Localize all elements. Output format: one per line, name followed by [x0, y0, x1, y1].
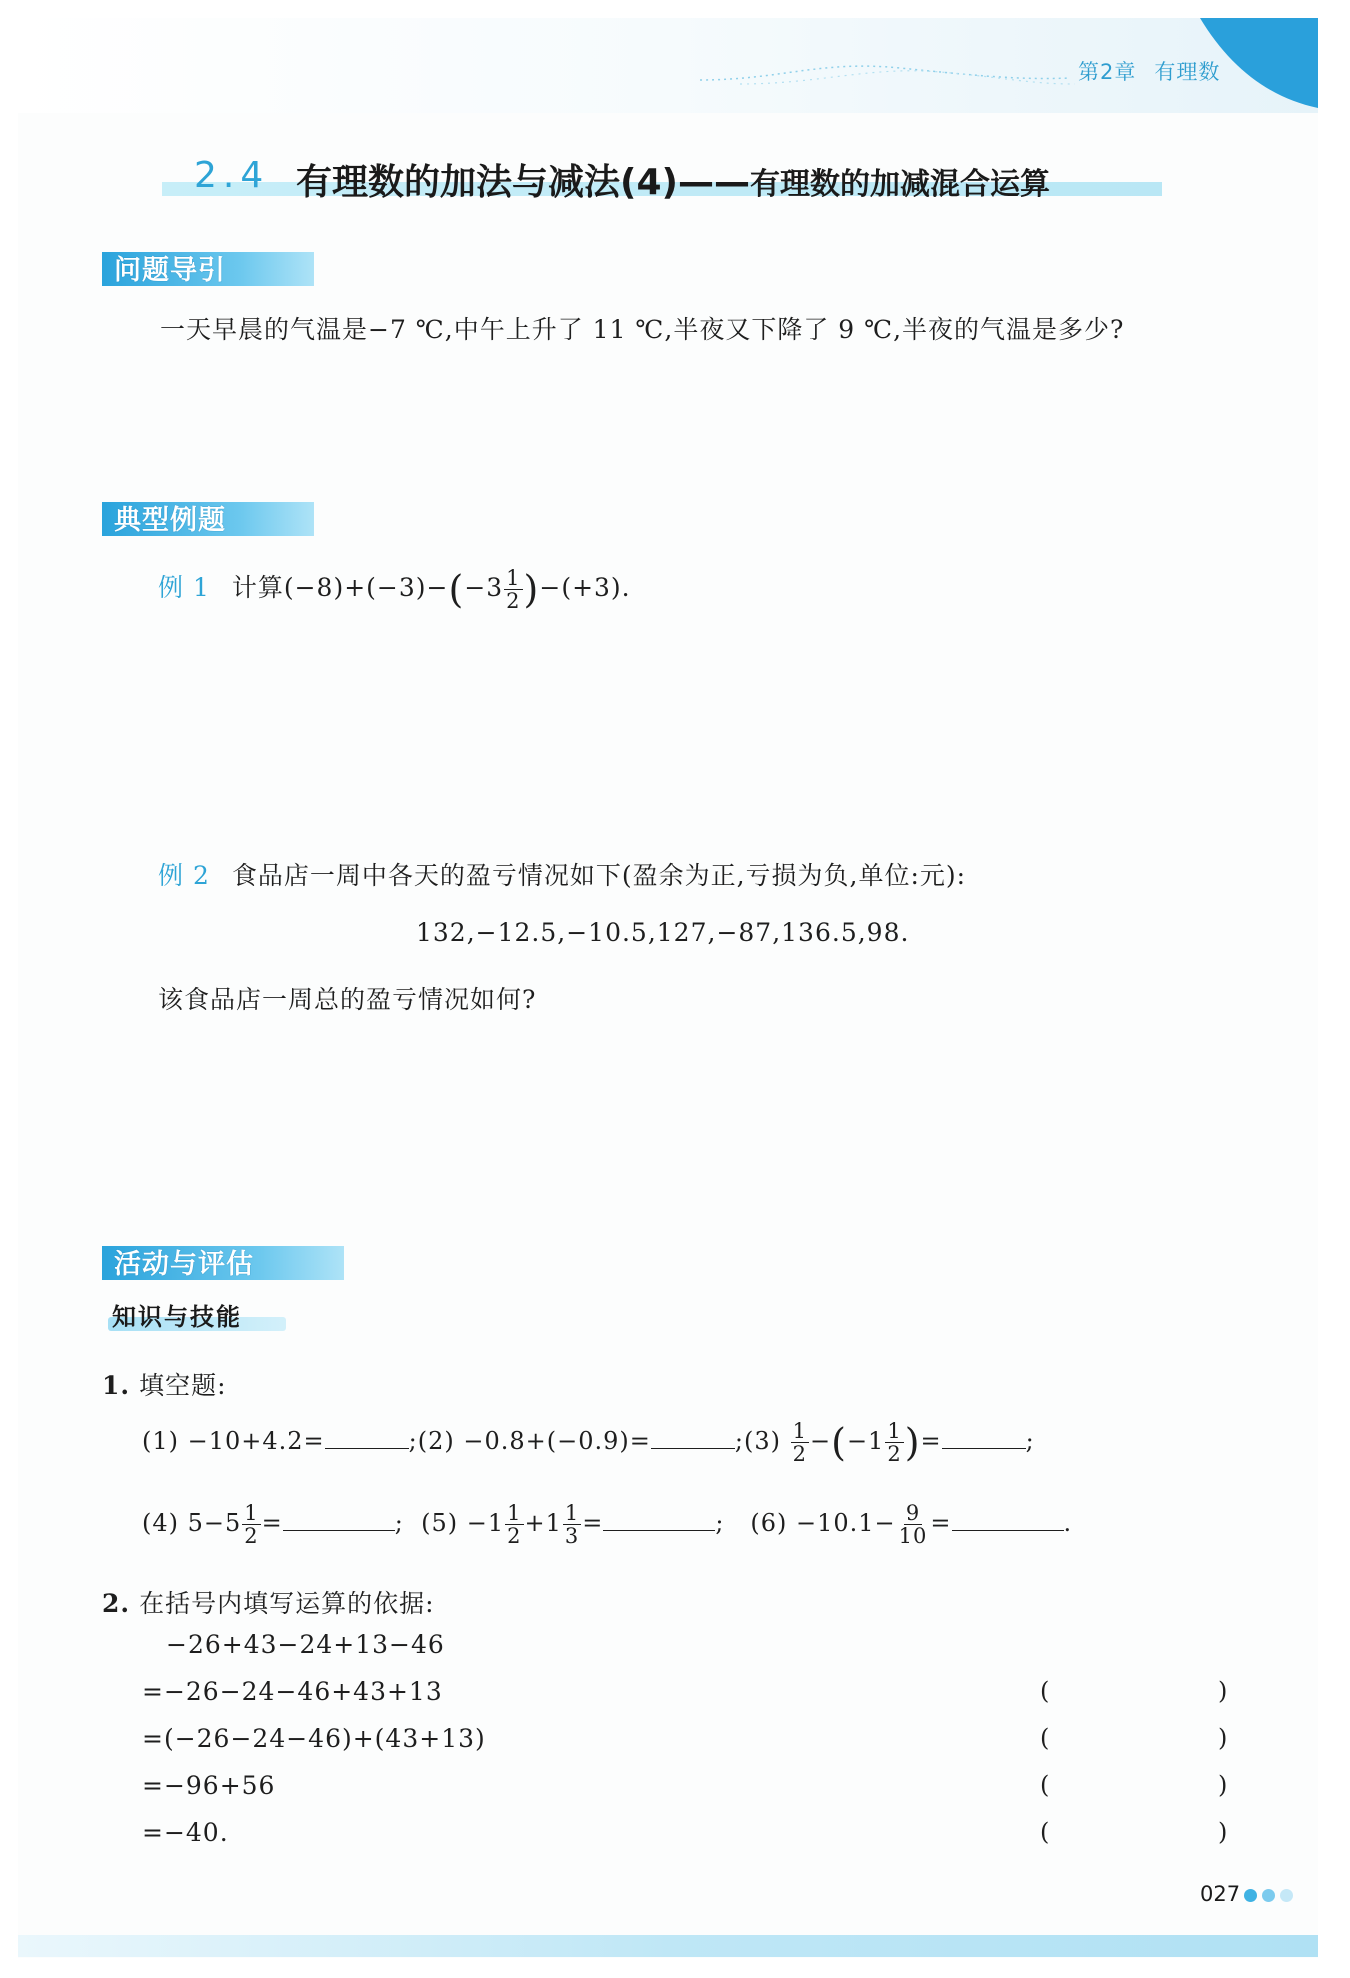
question-1-row-2 [142, 1502, 1072, 1547]
section-tag-examples [102, 496, 314, 540]
section-title [296, 154, 1050, 205]
tag-label: 典型例题 [114, 505, 226, 536]
answer-blank-3 [942, 1426, 1026, 1449]
question-1-heading [102, 1366, 227, 1402]
example-1-rparen: ) [523, 567, 540, 612]
q1-part-4-eq: = [261, 1509, 283, 1538]
fraction-numerator: 9 [905, 1501, 921, 1525]
q1-part-3-eq: = [920, 1427, 942, 1456]
question-1-row-1 [142, 1420, 1035, 1465]
fraction-numerator: 1 [887, 1419, 902, 1443]
reason-paren-open-3: ( [1040, 1771, 1050, 1799]
q1-part-3-fraction-2 [885, 1420, 903, 1465]
fraction-numerator: 1 [564, 1501, 580, 1525]
q1-part-5-mid: +1 [524, 1509, 562, 1538]
q1-part-6-fraction [897, 1502, 930, 1547]
q1-part-3-rparen: ) [904, 1420, 921, 1465]
q1-part-3-int: −1 [846, 1427, 885, 1456]
example-1-inner: −3 [464, 573, 504, 603]
page-dot-3 [1280, 1889, 1293, 1902]
fraction-numerator: 1 [507, 1501, 522, 1525]
q1-row-2-end: . [1063, 1509, 1073, 1538]
reason-paren-close-1: ) [1218, 1677, 1228, 1705]
fraction-numerator: 1 [506, 566, 521, 590]
answer-blank-6 [952, 1508, 1064, 1531]
reason-paren-close-2: ) [1218, 1724, 1228, 1752]
q2-step-1: =−26−24−46+43+13 [142, 1677, 443, 1706]
reason-paren-close-4: ) [1218, 1818, 1228, 1846]
example-2-question: 该食品店一周总的盈亏情况如何? [158, 985, 537, 1014]
fraction-denominator: 2 [507, 1524, 522, 1549]
q1-part-1: (1) −10+4.2= [142, 1427, 325, 1456]
q1-part-6-eq: = [930, 1509, 952, 1538]
section-number: 2.4 [194, 155, 270, 196]
footer-bar [18, 1935, 1318, 1957]
example-2-text: 食品店一周中各天的盈亏情况如下(盈余为正,亏损为负,单位:元): [231, 861, 967, 890]
q1-sep-1: ; [394, 1509, 404, 1538]
q2-step-3: =−96+56 [142, 1771, 276, 1800]
question-1-number: 1. [102, 1371, 131, 1400]
q2-step-0: −26+43−24+13−46 [166, 1630, 445, 1659]
fraction-denominator: 2 [244, 1524, 259, 1549]
q1-part-5-eq: = [582, 1509, 604, 1538]
example-2 [158, 856, 966, 892]
reason-paren-open-2: ( [1040, 1724, 1050, 1752]
page-dot-2 [1262, 1889, 1275, 1902]
example-1-label: 例 1 [158, 573, 210, 603]
q1-part-5-prefix: (5) −1 [421, 1509, 505, 1538]
q2-step-2: =(−26−24−46)+(43+13) [142, 1724, 486, 1753]
question-2-number: 2. [102, 1589, 131, 1618]
example-2-data: 132,−12.5,−10.5,127,−87,136.5,98. [416, 918, 910, 947]
fraction-denominator: 2 [506, 589, 521, 614]
skills-subtag [108, 1295, 286, 1335]
subtag-label: 知识与技能 [112, 1303, 242, 1331]
q1-part-3-prefix: ;(3) [734, 1427, 781, 1456]
section-tag-intro [102, 246, 314, 290]
q1-row-1-end: ; [1025, 1427, 1035, 1456]
title-subtitle: 有理数的加减混合运算 [749, 167, 1050, 202]
q1-sep-2: ; [715, 1509, 725, 1538]
reason-paren-open-1: ( [1040, 1677, 1050, 1705]
question-2-title: 在括号内填写运算的依据: [139, 1589, 435, 1618]
answer-blank-5 [603, 1508, 715, 1531]
fraction-denominator: 10 [898, 1524, 928, 1549]
q1-part-4-fraction [242, 1502, 260, 1547]
chapter-title: 有理数 [1154, 60, 1221, 84]
q1-part-3-fraction-1 [791, 1420, 809, 1465]
section-tag-activity [102, 1240, 344, 1284]
question-2-heading [102, 1584, 435, 1620]
q1-part-5-fraction-2 [563, 1502, 581, 1547]
example-1-fraction [504, 567, 522, 612]
page-number: 027 [1200, 1882, 1241, 1906]
fraction-denominator: 3 [564, 1524, 580, 1549]
q1-part-6-prefix: (6) −10.1− [750, 1509, 896, 1538]
q1-part-2: ;(2) −0.8+(−0.9)= [408, 1427, 651, 1456]
tag-label: 问题导引 [114, 255, 226, 286]
title-main: 有理数的加法与减法(4) [296, 162, 678, 203]
answer-blank-4 [283, 1508, 395, 1531]
answer-blank-1 [325, 1426, 409, 1449]
reason-paren-close-3: ) [1218, 1771, 1228, 1799]
q2-step-4: =−40. [142, 1818, 229, 1847]
chapter-number: 第2章 [1078, 60, 1137, 84]
fraction-numerator: 1 [792, 1419, 807, 1443]
reason-paren-open-4: ( [1040, 1818, 1050, 1846]
tag-label: 活动与评估 [114, 1249, 254, 1280]
example-1-prefix: 计算(−8)+(−3)− [231, 573, 449, 603]
title-dash: —— [677, 162, 750, 203]
corner-decoration [1200, 18, 1318, 108]
q1-part-3-minus: − [810, 1427, 832, 1456]
fraction-denominator: 2 [887, 1442, 902, 1467]
fraction-denominator: 2 [792, 1442, 807, 1467]
example-1-suffix: −(+3). [539, 573, 631, 603]
q1-part-3-lparen: ( [831, 1420, 847, 1465]
page-dot-1 [1244, 1889, 1257, 1902]
example-1-lparen: ( [448, 567, 465, 612]
header-wave-decoration [700, 40, 1080, 100]
q1-part-4-prefix: (4) 5−5 [142, 1509, 242, 1538]
fraction-numerator: 1 [244, 1501, 259, 1525]
intro-question: 一天早晨的气温是−7 ℃,中午上升了 11 ℃,半夜又下降了 9 ℃,半夜的气温是多少? [160, 315, 1125, 344]
q1-part-5-fraction-1 [505, 1502, 523, 1547]
answer-blank-2 [651, 1426, 735, 1449]
example-1 [158, 567, 631, 612]
example-2-label: 例 2 [158, 861, 210, 890]
question-1-title: 填空题: [139, 1371, 227, 1400]
